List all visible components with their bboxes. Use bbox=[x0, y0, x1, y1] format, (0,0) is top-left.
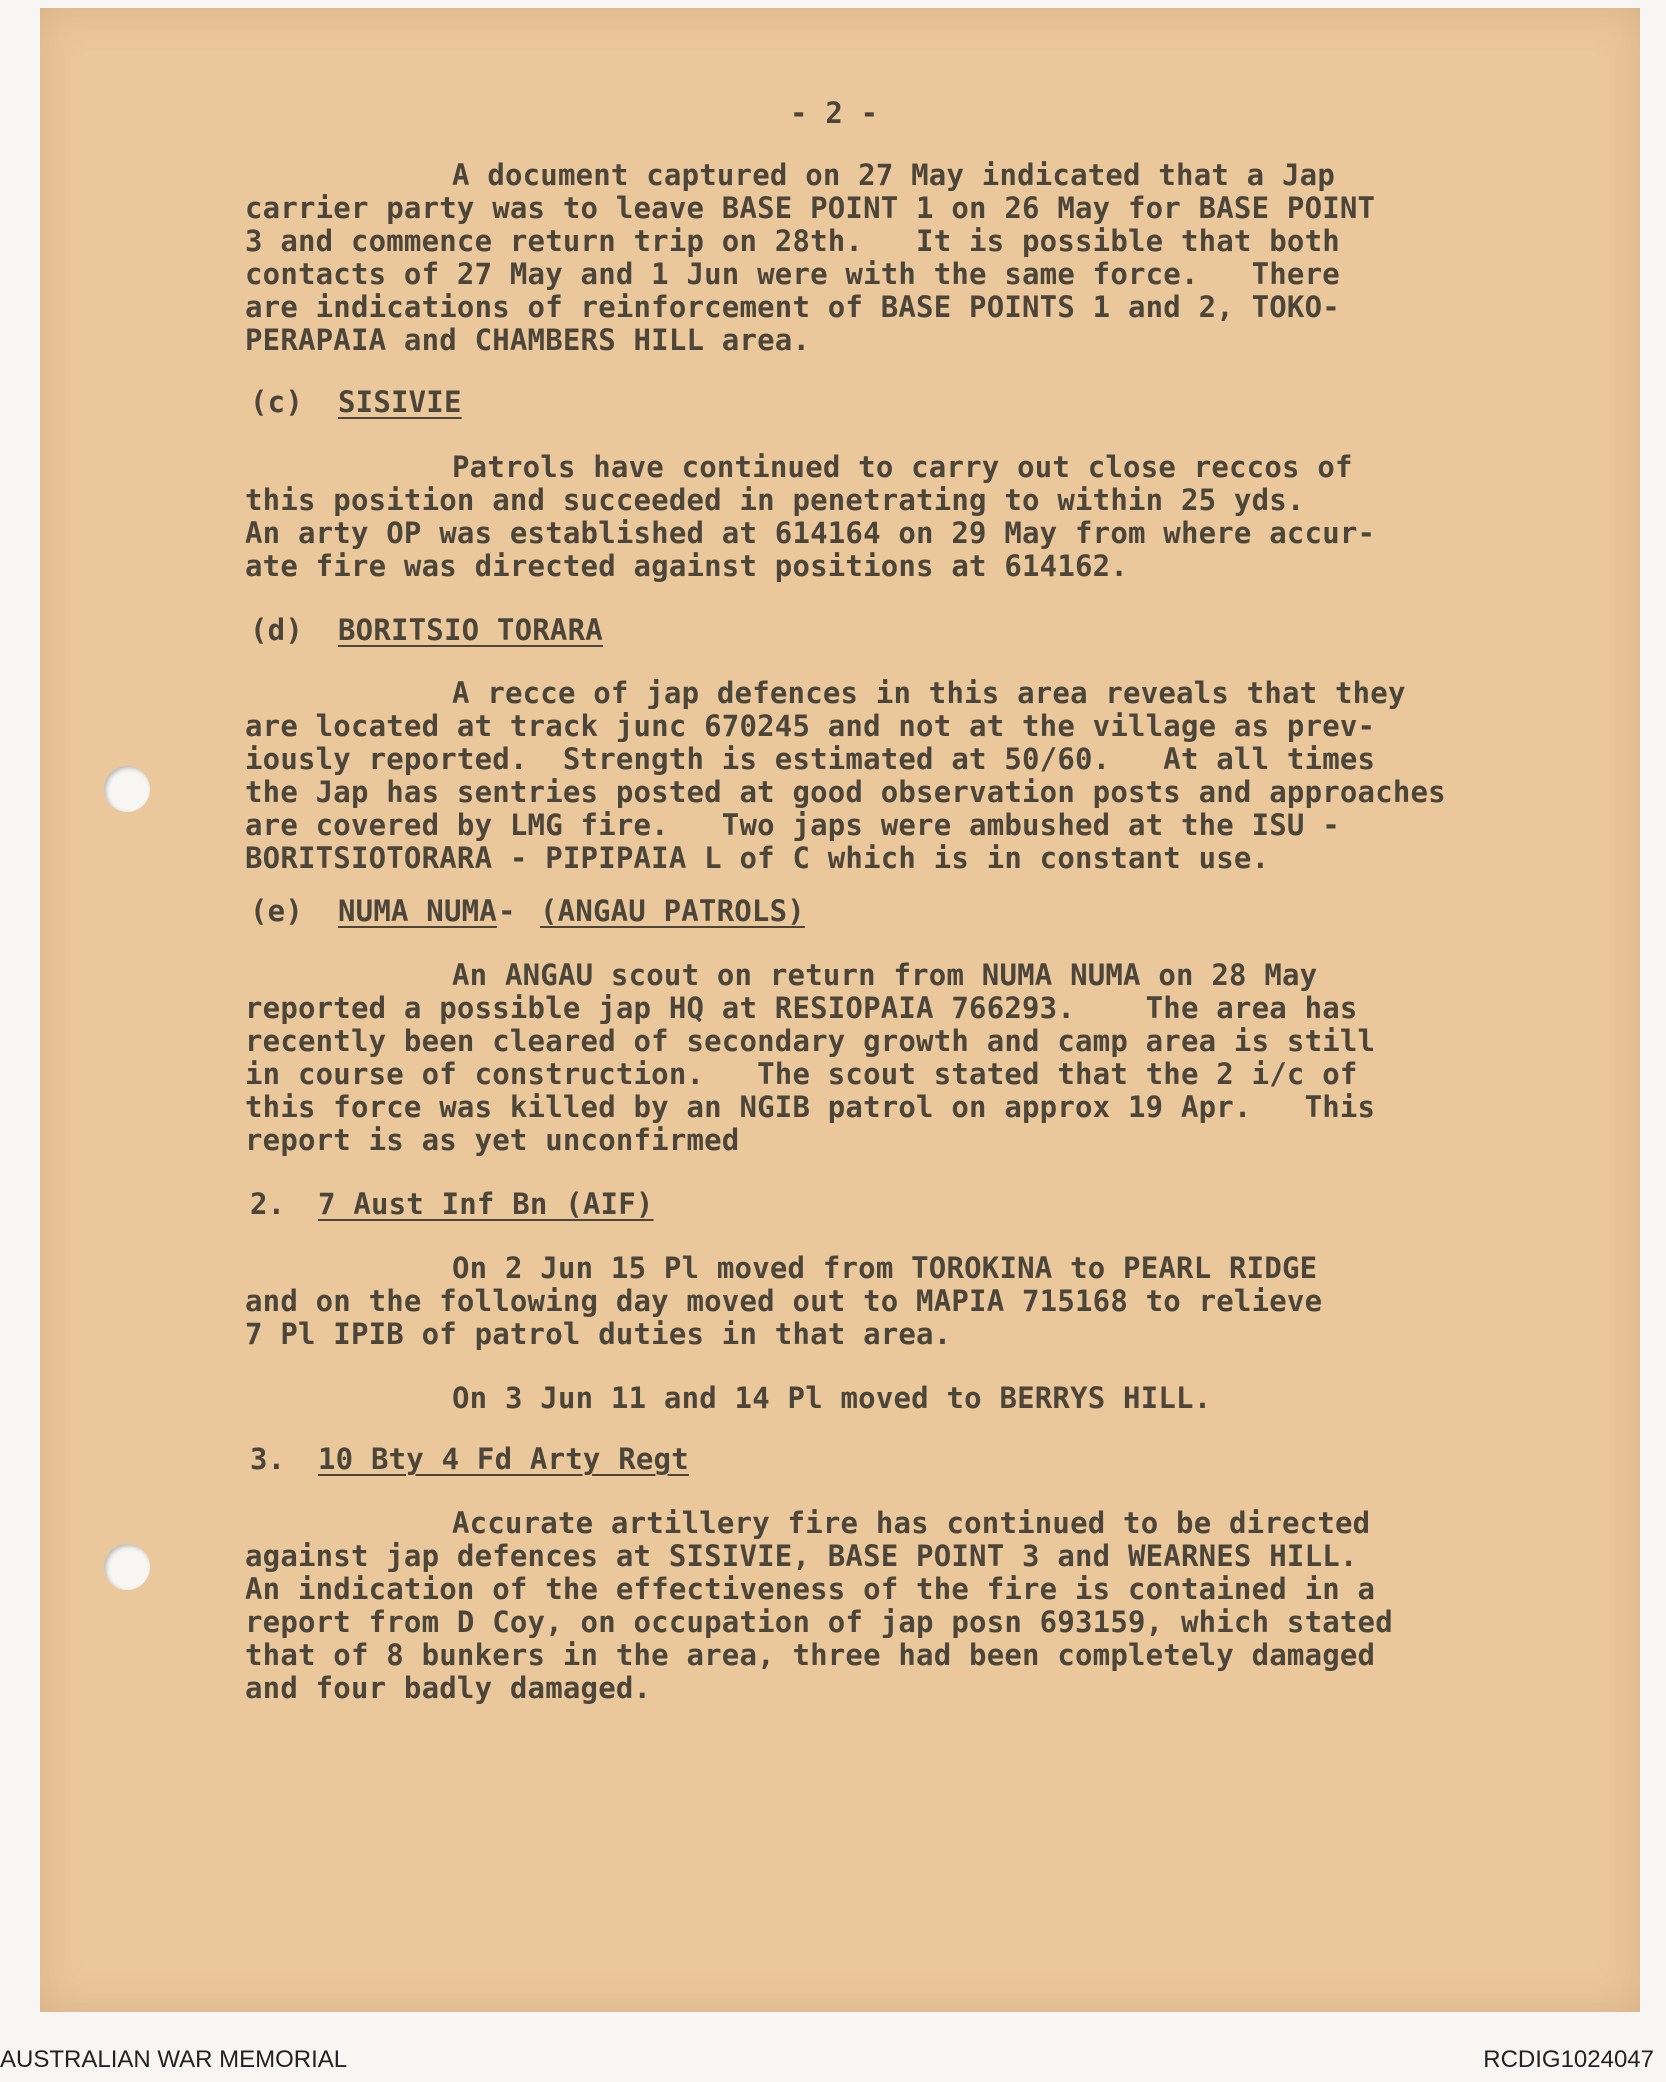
intro-line: 3 and commence return trip on 28th. It is possible that both bbox=[245, 224, 1340, 258]
section-line: Accurate artillery fire has continued to be directed bbox=[452, 1506, 1371, 1540]
section-heading: NUMA NUMA bbox=[338, 894, 497, 928]
section-line: and on the following day moved out to MAPIA 715168 to relieve bbox=[245, 1284, 1323, 1318]
page-number: - 2 - bbox=[790, 96, 879, 130]
section-line: the Jap has sentries posted at good observation posts and approaches bbox=[245, 775, 1446, 809]
section-line: Patrols have continued to carry out close reccos of bbox=[452, 450, 1353, 484]
section-line: On 2 Jun 15 Pl moved from TOROKINA to PEARL RIDGE bbox=[452, 1251, 1318, 1285]
section-line: are covered by LMG fire. Two japs were ambushed at the ISU - bbox=[245, 808, 1340, 842]
section-line: and four badly damaged. bbox=[245, 1671, 652, 1705]
section-label: (c) bbox=[250, 385, 303, 419]
intro-line: contacts of 27 May and 1 Jun were with the same force. There bbox=[245, 257, 1340, 291]
section-heading: BORITSIO TORARA bbox=[338, 613, 603, 647]
section-line: iously reported. Strength is estimated at 50/60. At all times bbox=[245, 742, 1376, 776]
section-line: A recce of jap defences in this area reveals that they bbox=[452, 676, 1406, 710]
section-line: On 3 Jun 11 and 14 Pl moved to BERRYS HILL. bbox=[452, 1381, 1212, 1415]
section-line: An ANGAU scout on return from NUMA NUMA on 28 May bbox=[452, 958, 1318, 992]
section-line: reported a possible jap HQ at RESIOPAIA 766293. The area has bbox=[245, 991, 1358, 1025]
intro-line: PERAPAIA and CHAMBERS HILL area. bbox=[245, 323, 811, 357]
section-label: (e) bbox=[250, 894, 303, 928]
intro-line: are indications of reinforcement of BASE POINTS 1 and 2, TOKO- bbox=[245, 290, 1340, 324]
section-line: this force was killed by an NGIB patrol on approx 19 Apr. This bbox=[245, 1090, 1376, 1124]
punch-hole bbox=[104, 1544, 150, 1590]
section-heading: 10 Bty 4 Fd Arty Regt bbox=[318, 1442, 689, 1476]
section-line: An arty OP was established at 614164 on 29 May from where accur- bbox=[245, 516, 1376, 550]
section-heading: SISIVIE bbox=[338, 385, 462, 419]
section-heading: 7 Aust Inf Bn (AIF) bbox=[318, 1187, 654, 1221]
section-number: 3. bbox=[250, 1442, 286, 1476]
section-number: 2. bbox=[250, 1187, 286, 1221]
section-line: against jap defences at SISIVIE, BASE POINT 3 and WEARNES HILL. bbox=[245, 1539, 1358, 1573]
section-line: in course of construction. The scout stated that the 2 i/c of bbox=[245, 1057, 1358, 1091]
footer-source: AUSTRALIAN WAR MEMORIAL bbox=[0, 2046, 348, 2073]
section-line: that of 8 bunkers in the area, three had been completely damaged bbox=[245, 1638, 1376, 1672]
section-line: report from D Coy, on occupation of jap posn 693159, which stated bbox=[245, 1605, 1393, 1639]
section-line: BORITSIOTORARA - PIPIPAIA L of C which is in constant use. bbox=[245, 841, 1270, 875]
footer-record-id: RCDIG1024047 bbox=[1483, 2046, 1654, 2073]
heading-separator: - bbox=[498, 894, 516, 928]
section-line: are located at track junc 670245 and not at the village as prev- bbox=[245, 709, 1376, 743]
punch-hole bbox=[104, 766, 150, 812]
intro-line: carrier party was to leave BASE POINT 1 on 26 May for BASE POINT bbox=[245, 191, 1376, 225]
section-line: An indication of the effectiveness of the fire is contained in a bbox=[245, 1572, 1376, 1606]
section-line: report is as yet unconfirmed bbox=[245, 1123, 740, 1157]
section-line: 7 Pl IPIB of patrol duties in that area. bbox=[245, 1317, 952, 1351]
section-line: this position and succeeded in penetrating to within 25 yds. bbox=[245, 483, 1305, 517]
section-subheading: (ANGAU PATROLS) bbox=[540, 894, 805, 928]
intro-line: A document captured on 27 May indicated that a Jap bbox=[452, 158, 1335, 192]
document-page bbox=[40, 8, 1640, 2012]
section-line: recently been cleared of secondary growth and camp area is still bbox=[245, 1024, 1376, 1058]
section-line: ate fire was directed against positions at 614162. bbox=[245, 549, 1128, 583]
section-label: (d) bbox=[250, 613, 303, 647]
